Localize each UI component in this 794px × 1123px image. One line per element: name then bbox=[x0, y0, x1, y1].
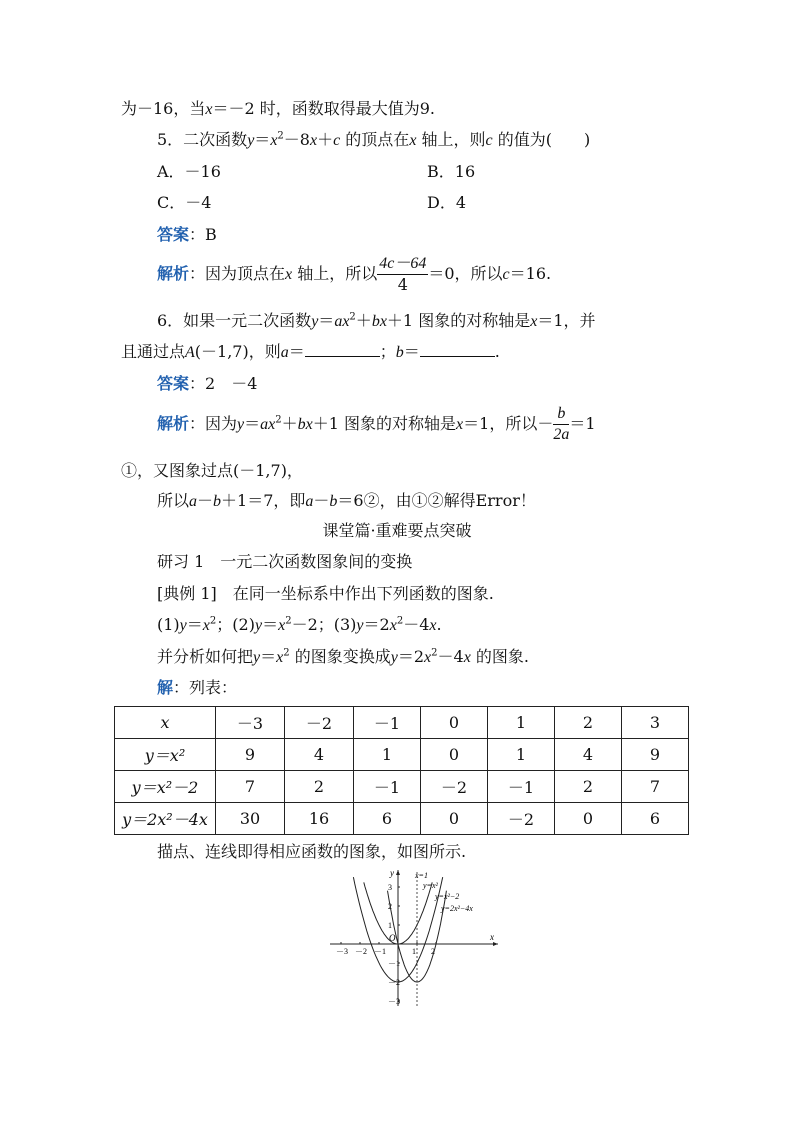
y-axis-label: y bbox=[390, 868, 394, 878]
table-cell: －2 bbox=[421, 771, 488, 803]
text: ：因为顶点在 bbox=[189, 264, 286, 283]
var: x bbox=[429, 617, 437, 634]
explanation-6 bbox=[157, 404, 596, 445]
text: ＋1＝7，即 bbox=[221, 491, 306, 510]
var: a bbox=[305, 493, 314, 510]
var: b bbox=[395, 344, 404, 361]
x-tick-label: －1 bbox=[374, 947, 386, 956]
text: 6．如果一元二次函数 bbox=[157, 311, 312, 330]
var: bx bbox=[297, 416, 313, 433]
var: x bbox=[424, 649, 432, 666]
table-row-header: y＝x² bbox=[115, 739, 216, 771]
exponent: 2 bbox=[275, 414, 282, 426]
text: 并分析如何把 bbox=[157, 647, 254, 666]
denominator: 4 bbox=[397, 275, 408, 294]
table-cell: 7 bbox=[216, 771, 285, 803]
table-cell: －1 bbox=[354, 771, 421, 803]
explanation-6-cont: ①，又图象过点(－1,7)， bbox=[121, 461, 303, 480]
explanation-label: 解析 bbox=[157, 414, 190, 433]
var: x bbox=[409, 132, 417, 149]
text: －2；(3) bbox=[291, 615, 357, 634]
functions-line bbox=[157, 614, 442, 637]
text: ＝ bbox=[260, 647, 277, 666]
exponent: 2 bbox=[277, 130, 284, 142]
curve-label: y=2x²−4x bbox=[441, 904, 473, 913]
table-cell: －3 bbox=[216, 707, 285, 739]
y-tick-label: 2 bbox=[388, 902, 392, 911]
table-cell: 0 bbox=[555, 803, 622, 835]
text: ＋ bbox=[355, 311, 372, 330]
var: b bbox=[213, 493, 222, 510]
text: ＝ bbox=[186, 615, 203, 634]
var: ax bbox=[260, 416, 276, 433]
text: ＝－2 时，函数取得最大值为9. bbox=[212, 99, 436, 118]
var: y bbox=[253, 649, 261, 666]
text: － bbox=[313, 491, 330, 510]
table-cell: 16 bbox=[285, 803, 354, 835]
var: y bbox=[356, 617, 364, 634]
x-tick-label: 2 bbox=[431, 947, 435, 956]
text: 所以 bbox=[157, 491, 190, 510]
table-cell: 9 bbox=[622, 739, 689, 771]
option-b: B．16 bbox=[427, 162, 476, 181]
text: 的图象变换成 bbox=[289, 647, 391, 666]
text: ＝ bbox=[403, 342, 420, 361]
text-line bbox=[121, 98, 435, 121]
section-title: 课堂篇·重难要点突破 bbox=[322, 521, 472, 540]
var: y bbox=[254, 617, 263, 634]
table-row-header: y＝2x²－4x bbox=[115, 803, 216, 835]
text: ；(2) bbox=[216, 615, 255, 634]
value-table bbox=[114, 706, 689, 835]
text: ＝16. bbox=[509, 264, 552, 283]
x-axis-label: x bbox=[490, 932, 494, 942]
var: b bbox=[329, 493, 338, 510]
table-cell: 2 bbox=[555, 707, 622, 739]
text: (1) bbox=[157, 615, 180, 634]
table-cell: －1 bbox=[488, 771, 555, 803]
exponent: 2 bbox=[431, 647, 438, 659]
text: 的图象. bbox=[470, 647, 529, 666]
solution-line bbox=[157, 677, 237, 699]
table-cell: 1 bbox=[354, 739, 421, 771]
y-tick-label: －1 bbox=[388, 959, 400, 968]
table-cell: 6 bbox=[622, 803, 689, 835]
x-tick-label: －3 bbox=[336, 947, 348, 956]
table-cell: －2 bbox=[488, 803, 555, 835]
text: 且通过点 bbox=[121, 342, 186, 361]
text: －8 bbox=[283, 130, 310, 149]
table-cell: 0 bbox=[421, 803, 488, 835]
var: bx bbox=[371, 313, 387, 330]
var: x bbox=[278, 617, 286, 634]
table-cell: 1 bbox=[488, 707, 555, 739]
exponent: 2 bbox=[396, 615, 404, 627]
text: 5．二次函数 bbox=[157, 130, 248, 149]
question-6-cont bbox=[121, 341, 500, 364]
table-cell: 4 bbox=[555, 739, 622, 771]
text: ＝ bbox=[288, 342, 305, 361]
curve-label: y=x²−2 bbox=[435, 892, 460, 901]
exponent: 2 bbox=[349, 311, 356, 323]
text: ＋ bbox=[317, 130, 334, 149]
var: x bbox=[530, 313, 538, 330]
table-cell: 0 bbox=[421, 707, 488, 739]
origin-label: O bbox=[389, 933, 396, 943]
parabola-graph bbox=[326, 866, 506, 1011]
option-d: D．4 bbox=[427, 193, 467, 212]
var: y bbox=[390, 649, 398, 666]
x-tick-label: －2 bbox=[355, 947, 367, 956]
exponent: 2 bbox=[285, 615, 292, 627]
text: ＋1 图象的对称轴是 bbox=[386, 311, 531, 330]
text: ＝0，所以 bbox=[428, 264, 503, 283]
option-a: A．－16 bbox=[157, 162, 221, 181]
var: a bbox=[280, 344, 289, 361]
text: ＝1，所以－ bbox=[463, 414, 554, 433]
denominator: 2a bbox=[553, 426, 570, 443]
var: x bbox=[309, 132, 318, 149]
blank-b bbox=[420, 341, 495, 357]
var: y bbox=[247, 132, 255, 149]
var: ax bbox=[334, 313, 350, 330]
table-cell: －2 bbox=[285, 707, 354, 739]
solution-label: 解 bbox=[157, 678, 174, 697]
y-tick-label: 1 bbox=[388, 921, 392, 930]
text: ＝ bbox=[254, 130, 271, 149]
var: c bbox=[485, 132, 493, 149]
text: ＝ bbox=[318, 311, 335, 330]
text: ＋ bbox=[281, 414, 298, 433]
question-6 bbox=[157, 310, 596, 333]
var: x bbox=[205, 101, 213, 118]
answer-6 bbox=[157, 373, 257, 395]
answer-5 bbox=[157, 224, 217, 246]
text: ＝1，并 bbox=[537, 311, 596, 330]
option-c: C．－4 bbox=[157, 193, 212, 212]
var: x bbox=[456, 416, 464, 433]
y-axis-arrow bbox=[396, 870, 400, 875]
explanation-label: 解析 bbox=[157, 264, 190, 283]
var: x bbox=[202, 617, 210, 634]
numerator: 4c－64 bbox=[377, 254, 428, 275]
text: 的值为( ) bbox=[492, 130, 591, 149]
question-5 bbox=[157, 129, 590, 152]
answer-label: 答案 bbox=[157, 225, 190, 244]
table-cell: 4 bbox=[285, 739, 354, 771]
var: x bbox=[276, 649, 284, 666]
text: . bbox=[494, 342, 500, 361]
text: ：因为 bbox=[189, 414, 238, 433]
x-axis-arrow bbox=[493, 942, 498, 946]
numerator: b bbox=[553, 404, 569, 425]
study-heading: 研习 1 一元二次函数图象间的变换 bbox=[157, 552, 413, 571]
explanation-6-end bbox=[157, 490, 536, 513]
table-cell: 7 bbox=[622, 771, 689, 803]
var: x bbox=[270, 132, 278, 149]
table-row-header: y＝x²－2 bbox=[115, 771, 216, 803]
table-cell: 9 bbox=[216, 739, 285, 771]
text: (－1,7)，则 bbox=[194, 342, 281, 361]
analyze-line bbox=[157, 646, 529, 669]
var: c bbox=[502, 266, 510, 283]
var: c bbox=[333, 132, 341, 149]
text: ：列表： bbox=[173, 678, 238, 697]
text: ＝ bbox=[244, 414, 261, 433]
table-cell: 2 bbox=[285, 771, 354, 803]
text: ＝ bbox=[262, 615, 279, 634]
example-line bbox=[157, 583, 494, 605]
var: a bbox=[189, 493, 198, 510]
var: A bbox=[185, 344, 195, 361]
table-cell: 30 bbox=[216, 803, 285, 835]
answer-label: 答案 bbox=[157, 374, 190, 393]
text: 为－16，当 bbox=[121, 99, 206, 118]
fraction bbox=[553, 404, 569, 445]
text: －4 bbox=[437, 647, 464, 666]
table-cell: 6 bbox=[354, 803, 421, 835]
exponent: 2 bbox=[209, 615, 217, 627]
text: ＝2 bbox=[397, 647, 425, 666]
var: y bbox=[311, 313, 319, 330]
example-tag: [典例 1] bbox=[157, 584, 217, 603]
var: x bbox=[389, 617, 397, 634]
table-cell: 2 bbox=[555, 771, 622, 803]
x-tick-label: 1 bbox=[412, 947, 416, 956]
text: 轴上，则 bbox=[416, 130, 486, 149]
var: y bbox=[179, 617, 187, 634]
text: ＝6②，由①②解得Error！ bbox=[337, 491, 536, 510]
text: ； bbox=[379, 342, 396, 361]
answer-value: ：B bbox=[189, 225, 217, 244]
text: ＋1 图象的对称轴是 bbox=[312, 414, 457, 433]
fraction bbox=[377, 254, 428, 295]
table-cell: －1 bbox=[354, 707, 421, 739]
table-cell: 0 bbox=[421, 739, 488, 771]
table-row bbox=[115, 739, 689, 771]
table-row bbox=[115, 771, 689, 803]
text: ＝1 bbox=[569, 414, 596, 433]
text: 的顶点在 bbox=[340, 130, 410, 149]
curve-label: x=1 bbox=[415, 871, 428, 880]
var: y bbox=[237, 416, 245, 433]
graph-caption: 描点、连线即得相应函数的图象，如图所示. bbox=[157, 842, 467, 861]
y-tick-label: －3 bbox=[388, 997, 400, 1006]
table-row bbox=[115, 803, 689, 835]
var: x bbox=[285, 266, 293, 283]
text: ＝2 bbox=[363, 615, 390, 634]
text: － bbox=[197, 491, 214, 510]
table-row-header: x bbox=[115, 707, 216, 739]
text: 轴上，所以 bbox=[292, 264, 378, 283]
text: －4 bbox=[403, 615, 430, 634]
explanation-5 bbox=[157, 254, 551, 295]
text: 在同一坐标系中作出下列函数的图象. bbox=[216, 584, 494, 603]
table-cell: 3 bbox=[622, 707, 689, 739]
table-cell: 1 bbox=[488, 739, 555, 771]
y-tick-label: －2 bbox=[388, 978, 400, 987]
answer-value: ：2 －4 bbox=[189, 374, 258, 393]
text: . bbox=[436, 615, 442, 634]
table-row bbox=[115, 707, 689, 739]
blank-a bbox=[305, 341, 380, 357]
y-tick-label: 3 bbox=[388, 883, 392, 892]
curve-label: y=x² bbox=[423, 881, 438, 890]
var: x bbox=[463, 649, 471, 666]
exponent: 2 bbox=[283, 647, 290, 659]
